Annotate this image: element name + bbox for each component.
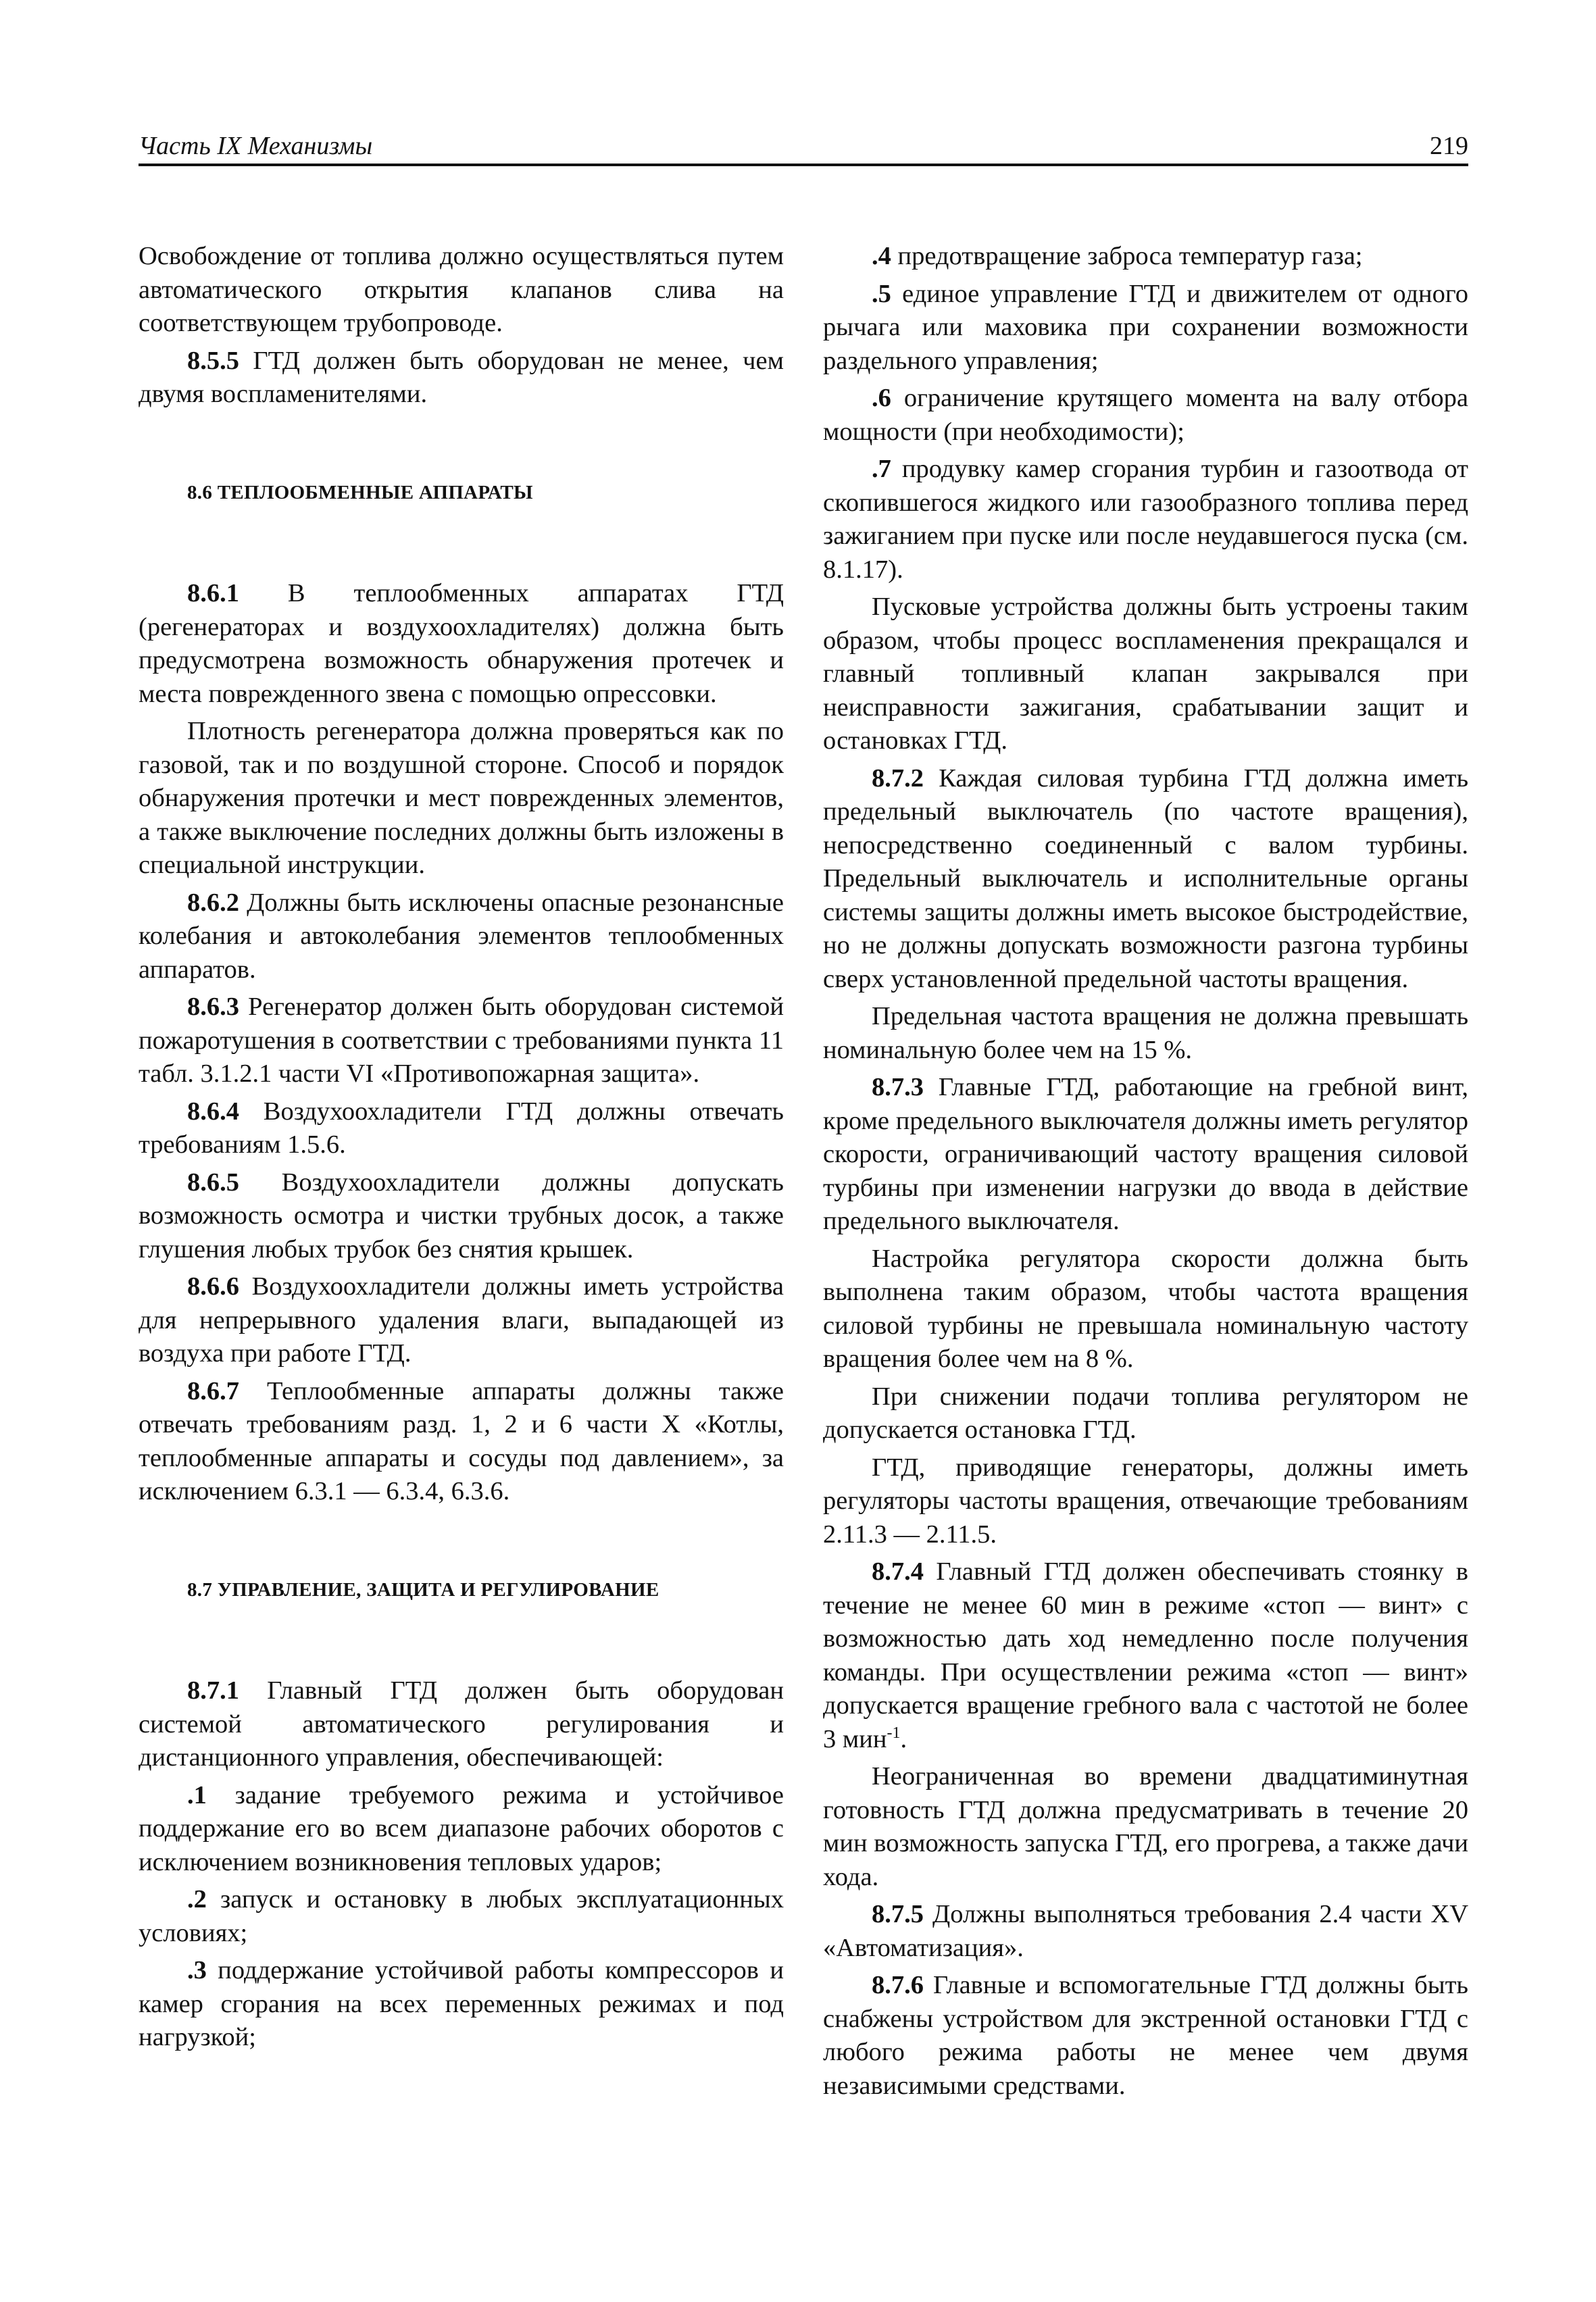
item-text: задание требуемого режима и устойчивое поддержание его во всем диапазоне рабочих оборотов с исключением возникновения тепловых ударов; [139,1780,784,1876]
clause-text: Каждая силовая турбина ГТД должна иметь предельный выключатель (по частоте вращения), непосредственно соединенный с валом турбины. Предельный выключатель и исполнительные органы системы защиты должны иметь высокое быстродействие, но не должны допускать возможности разгона турбины сверх установленной предельной частоты вращения. [823,764,1468,993]
paragraph-start-devices: Пусковые устройства должны быть устроены таким образом, чтобы процесс воспламенения прекращался и главный топливный клапан закрывался при неисправности зажигания, срабатывании защит и остановках ГТД. [823,593,1468,755]
clause-number: 8.7.4 [872,1557,924,1586]
paragraph-8-6-3 [139,991,784,1091]
paragraph-readiness: Неограниченная во времени двадцатиминутная готовность ГТД должна предусматривать в течение 20 мин возможность запуска ГТД, его прогрева, а также дачи хода. [823,1762,1468,1891]
paragraph-8-6-1 [139,577,784,711]
paragraph-fuel-drain: Освобождение от топлива должно осуществляться путем автоматического открытия клапанов слива на соответствующем трубопроводе. [139,242,784,337]
paragraph-8-6-5 [139,1166,784,1267]
paragraph-8-7-6 [823,1969,1468,2103]
clause-text: В теплообменных аппаратах ГТД (регенераторах и воздухоохладителях) должна быть предусмотрена возможность обнаружения протечек и места поврежденного звена с помощью опрессовки. [139,579,784,708]
clause-number: 8.6.7 [187,1376,239,1405]
clause-text: Главные ГТД, работающие на гребной винт, кроме предельного выключателя должны иметь регулятор скорости, ограничивающий частоту вращения силовой турбины при изменении нагрузки до ввода в действие предельного выключателя. [823,1073,1468,1235]
clause-text: Главный ГТД должен обеспечивать стоянку в течение не менее 60 мин в режиме «стоп — винт» с возможностью дать ход немедленно после получения команды. При осуществлении режима «стоп — винт» допускается вращение гребного вала с частотой не более 3 мин [823,1557,1468,1753]
paragraph-8-6-2 [139,886,784,987]
clause-number: 8.6.5 [187,1168,239,1197]
clause-number: 8.7.2 [872,764,924,793]
clause-number: 8.7.5 [872,1900,924,1928]
paragraph-8-7-3 [823,1071,1468,1238]
item-text: ограничение крутящего момента на валу отбора мощности (при необходимости); [823,384,1468,446]
clause-text: Воздухоохладители ГТД должны отвечать требованиям 1.5.6. [139,1097,784,1159]
clause-number: 8.6.3 [187,993,239,1021]
paragraph-8-7-2 [823,762,1468,997]
item-text: продувку камер сгорания турбин и газоотвода от скопившегося жидкого или газообразного топлива перед зажиганием при пуске или после неудавшегося пуска (см. 8.1.17). [823,455,1468,584]
clause-text: Теплообменные аппараты должны также отвечать требованиям разд. 1, 2 и 6 части X «Котлы, теплообменные аппараты и сосуды под давлением», за исключением 6.3.1 — 6.3.4, 6.3.6. [139,1376,784,1505]
item-number: .3 [187,1956,207,1984]
clause-text: Воздухоохладители должны допускать возможность осмотра и чистки трубных досок, а также глушения любых трубок без снятия крышек. [139,1168,784,1263]
clause-text: ГТД должен быть оборудован не менее, чем двумя воспламенителями. [139,346,784,408]
item-number: .2 [187,1885,207,1913]
clause-text-end: . [900,1724,907,1753]
clause-number: 8.6.2 [187,888,239,917]
clause-number: 8.5.5 [187,346,239,375]
clause-number: 8.7.6 [872,1971,924,1999]
item-text: предотвращение заброса температур газа; [891,242,1363,270]
item-number: .1 [187,1780,207,1809]
item-text: запуск и остановку в любых эксплуатационных условиях; [139,1885,784,1947]
paragraph-8-7-1 [139,1674,784,1775]
paragraph-regenerator-density: Плотность регенератора должна проверяться как по газовой, так и по воздушной стороне. Способ и порядок обнаружения протечки и мест поврежденных элементов, а также выключение последних должны быть изложены в специальной инструкции. [139,717,784,879]
clause-number: 8.6.6 [187,1272,239,1301]
paragraph-8-6-7 [139,1375,784,1509]
clause-number: 8.6.1 [187,579,239,607]
paragraph-generators: ГТД, приводящие генераторы, должны иметь регуляторы частоты вращения, отвечающие требованиям 2.11.3 — 2.11.5. [823,1453,1468,1549]
list-item [823,382,1468,449]
clause-text: Должны выполняться требования 2.4 части XV «Автоматизация». [823,1900,1468,1962]
left-column [139,240,784,2132]
section-title-8-6: 8.6 ТЕПЛООБМЕННЫЕ АППАРАТЫ [187,481,533,503]
clause-text: Главный ГТД должен быть оборудован системой автоматического регулирования и дистанционного управления, обеспечивающей: [139,1676,784,1772]
paragraph-governor-setting: Настройка регулятора скорости должна быть выполнена таким образом, чтобы частота вращения силовой турбины не превышала номинальную частоту вращения более чем на 8 %. [823,1244,1468,1373]
paragraph-8-6-4 [139,1095,784,1162]
clause-text: Главные и вспомогательные ГТД должны быть снабжены устройством для экстренной остановки ГТД с любого режима работы не менее чем двумя независимыми средствами. [823,1971,1468,2100]
paragraph-fuel-reduction: При снижении подачи топлива регулятором не допускается остановка ГТД. [823,1382,1468,1444]
paragraph-limit-speed: Предельная частота вращения не должна превышать номинальную более чем на 15 %. [823,1002,1468,1064]
item-number: .5 [872,279,891,308]
item-text: единое управление ГТД и движителем от одного рычага или маховика при сохранении возможности раздельного управления; [823,279,1468,375]
paragraph-8-7-4 [823,1555,1468,1756]
section-title-8-7: 8.7 УПРАВЛЕНИЕ, ЗАЩИТА И РЕГУЛИРОВАНИЕ [187,1578,659,1601]
paragraph-8-7-5 [823,1898,1468,1965]
clause-text: Должны быть исключены опасные резонансные колебания и автоколебания элементов теплообменных аппаратов. [139,888,784,984]
right-column [823,240,1468,2132]
part-title: Часть IX Механизмы [139,132,373,160]
running-header [139,128,1468,166]
superscript: -1 [887,1724,901,1742]
list-item [139,1779,784,1880]
clause-text: Воздухоохладители должны иметь устройства для непрерывного удаления влаги, выпадающей из воздуха при работе ГТД. [139,1272,784,1368]
clause-number: 8.7.3 [872,1073,924,1101]
clause-number: 8.7.1 [187,1676,239,1705]
item-number: .4 [872,242,891,270]
clause-text: Регенератор должен быть оборудован системой пожаротушения в соответствии с требованиями пункта 11 табл. 3.1.2.1 части VI «Противопожарная защита». [139,993,784,1088]
list-item [823,278,1468,378]
item-text: поддержание устойчивой работы компрессоров и камер сгорания на всех переменных режимах и под нагрузкой; [139,1956,784,2051]
paragraph-8-6-6 [139,1270,784,1371]
paragraph-8-5-5 [139,345,784,411]
item-number: .7 [872,455,891,483]
clause-number: 8.6.4 [187,1097,239,1126]
list-item [823,240,1468,274]
list-item [139,1954,784,2055]
list-item [139,1883,784,1950]
item-number: .6 [872,384,891,412]
page-number: 219 [1430,132,1468,160]
list-item [823,453,1468,586]
